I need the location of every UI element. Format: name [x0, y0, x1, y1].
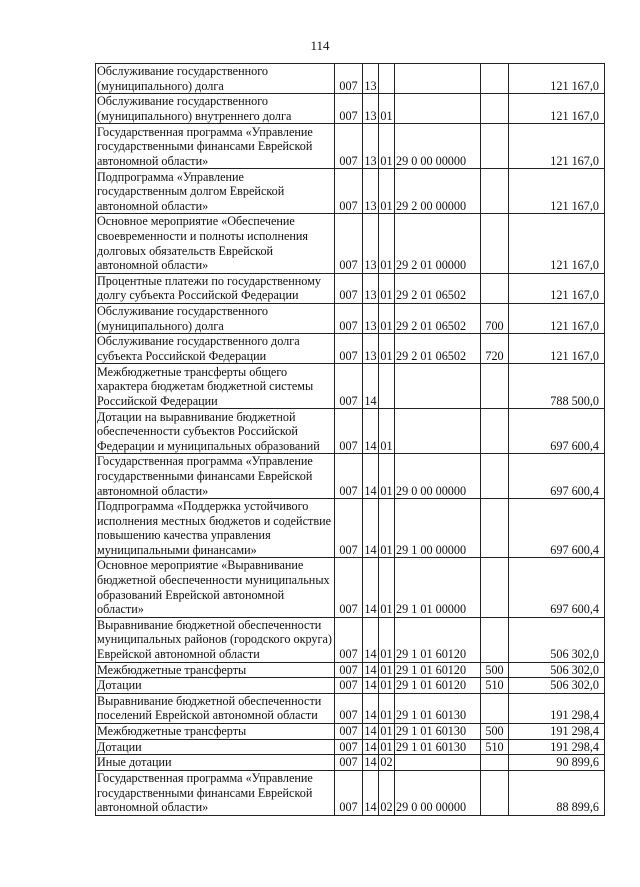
row-gr: 007 — [335, 334, 363, 364]
row-pr: 01 — [379, 454, 395, 499]
row-target: 29 2 01 00000 — [395, 214, 481, 273]
row-name: Государственная программа «Управление государственными финансами Еврейской автономной области» — [96, 124, 335, 169]
row-name: Выравнивание бюджетной обеспеченности поселений Еврейской автономной области — [96, 693, 335, 723]
row-vr — [481, 755, 509, 771]
row-gr: 007 — [335, 499, 363, 558]
row-pr: 01 — [379, 334, 395, 364]
row-sum: 697 600,4 — [509, 454, 605, 499]
table-row — [96, 303, 605, 333]
row-vr — [481, 64, 509, 94]
row-gr: 007 — [335, 303, 363, 333]
row-pr: 01 — [380, 662, 393, 677]
row-rz: 13 — [363, 169, 379, 214]
row-target: 29 2 01 06502 — [395, 273, 481, 303]
row-vr — [481, 94, 509, 124]
row-sum: 191 298,4 — [509, 739, 605, 755]
row-sum: 121 167,0 — [509, 64, 605, 94]
row-name: Межбюджетные трансферты общего характера бюджетам бюджетной системы Российской Федерации — [96, 364, 335, 409]
row-vr — [481, 124, 509, 169]
row-rz: 14 — [363, 409, 379, 454]
row-name: Подпрограмма «Управление государственным долгом Еврейской автономной области» — [96, 169, 335, 214]
table-row — [96, 724, 605, 740]
row-target: 29 1 00 00000 — [395, 499, 481, 558]
row-sum: 697 600,4 — [509, 409, 605, 454]
row-target: 29 0 00 00000 — [395, 454, 481, 499]
row-target: 29 1 01 60120 — [395, 662, 481, 678]
row-name: Обслуживание государственного (муниципального) внутреннего долга — [96, 94, 335, 124]
row-pr: 01 — [379, 169, 395, 214]
row-gr: 007 — [335, 755, 363, 771]
row-name: Выравнивание бюджетной обеспеченности муниципальных районов (городского округа) Еврейской автономной области — [96, 617, 335, 662]
row-rz: 14 — [364, 678, 377, 693]
row-sum: 506 302,0 — [509, 617, 605, 662]
row-name: Обслуживание государственного (муниципального) долга — [96, 64, 335, 94]
row-target: 29 2 01 06502 — [395, 303, 481, 333]
row-gr: 007 — [335, 214, 363, 273]
row-vr — [481, 693, 509, 723]
row-target: 29 0 00 00000 — [395, 124, 481, 169]
row-gr: 007 — [335, 693, 363, 723]
row-gr: 007 — [335, 364, 363, 409]
row-pr: 02 — [379, 770, 395, 815]
row-vr — [481, 169, 509, 214]
row-sum: 697 600,4 — [509, 499, 605, 558]
table-row — [96, 124, 605, 169]
row-target: 29 1 01 60130 — [395, 739, 481, 755]
row-vr — [481, 273, 509, 303]
row-rz: 14 — [364, 755, 377, 770]
row-gr: 007 — [335, 739, 363, 755]
row-name: Основное мероприятие «Выравнивание бюджетной обеспеченности муниципальных образований Еврейской автономной области» — [96, 558, 335, 617]
row-gr: 007 — [335, 409, 363, 454]
row-sum: 788 500,0 — [509, 364, 605, 409]
table-row — [96, 739, 605, 755]
row-pr: 01 — [379, 214, 395, 273]
row-name: Дотации — [96, 678, 335, 694]
row-gr: 007 — [335, 124, 363, 169]
row-vr — [481, 558, 509, 617]
row-target: 29 1 01 60120 — [395, 678, 481, 694]
row-vr — [481, 617, 509, 662]
row-target — [395, 64, 481, 94]
row-pr: 01 — [379, 558, 395, 617]
row-name: Дотации на выравнивание бюджетной обеспеченности субъектов Российской Федерации и муниципальных образований — [96, 409, 335, 454]
row-rz: 14 — [364, 724, 377, 738]
table-row — [96, 662, 605, 678]
table-row — [96, 770, 605, 815]
row-rz: 14 — [363, 770, 379, 815]
page-number: 114 — [310, 38, 330, 53]
table-row — [96, 169, 605, 214]
table-row — [96, 755, 605, 771]
row-name: Подпрограмма «Поддержка устойчивого исполнения местных бюджетов и содействие повышению качества управления муниципальными финансами» — [96, 499, 335, 558]
row-name: Дотации — [96, 739, 335, 755]
row-gr: 007 — [335, 558, 363, 617]
row-name: Обслуживание государственного долга субъекта Российской Федерации — [96, 334, 335, 364]
table-row — [96, 499, 605, 558]
row-rz: 14 — [363, 558, 379, 617]
row-sum: 121 167,0 — [509, 124, 605, 169]
table-row — [96, 94, 605, 124]
row-sum: 506 302,0 — [509, 662, 605, 678]
row-pr: 01 — [380, 678, 393, 693]
row-sum: 121 167,0 — [509, 94, 605, 124]
row-name: Государственная программа «Управление государственными финансами Еврейской автономной области» — [96, 454, 335, 499]
row-name: Обслуживание государственного (муниципального) долга — [96, 303, 335, 333]
row-pr: 01 — [379, 273, 395, 303]
row-vr — [481, 364, 509, 409]
row-name: Межбюджетные трансферты — [96, 662, 335, 678]
table-row — [96, 273, 605, 303]
row-sum: 506 302,0 — [509, 678, 605, 694]
row-rz: 14 — [363, 617, 379, 662]
row-target: 29 1 01 60130 — [395, 693, 481, 723]
row-gr: 007 — [335, 678, 363, 694]
row-pr: 01 — [379, 409, 395, 454]
row-rz: 13 — [363, 214, 379, 273]
row-vr — [481, 409, 509, 454]
row-rz: 13 — [363, 273, 379, 303]
row-pr: 01 — [380, 739, 393, 754]
row-target — [395, 94, 481, 124]
row-vr — [481, 499, 509, 558]
row-target: 29 1 01 60120 — [395, 617, 481, 662]
table-row — [96, 409, 605, 454]
row-sum: 121 167,0 — [509, 334, 605, 364]
row-target: 29 2 00 00000 — [395, 169, 481, 214]
row-gr: 007 — [335, 454, 363, 499]
row-pr — [379, 364, 395, 409]
row-target: 29 1 01 60130 — [395, 724, 481, 740]
row-sum: 121 167,0 — [509, 303, 605, 333]
row-sum: 90 899,6 — [509, 755, 605, 771]
row-sum: 191 298,4 — [509, 693, 605, 723]
row-pr: 01 — [380, 724, 393, 738]
table-row — [96, 454, 605, 499]
row-sum: 121 167,0 — [509, 169, 605, 214]
budget-table — [95, 63, 605, 816]
row-target: 29 1 01 00000 — [395, 558, 481, 617]
row-rz: 13 — [363, 64, 379, 94]
row-rz: 14 — [363, 693, 379, 723]
row-vr: 510 — [481, 678, 509, 694]
table-row — [96, 64, 605, 94]
row-gr: 007 — [335, 169, 363, 214]
row-name: Процентные платежи по государственному долгу субъекта Российской Федерации — [96, 273, 335, 303]
row-pr: 02 — [380, 755, 393, 770]
row-rz: 13 — [363, 124, 379, 169]
row-rz: 14 — [364, 739, 377, 754]
row-target — [395, 755, 481, 771]
row-vr — [481, 770, 509, 815]
row-rz: 13 — [363, 94, 379, 124]
row-rz: 14 — [364, 662, 377, 677]
row-target: 29 0 00 00000 — [395, 770, 481, 815]
row-target — [395, 409, 481, 454]
table-row — [96, 364, 605, 409]
table-row — [96, 214, 605, 273]
row-pr: 01 — [379, 617, 395, 662]
row-rz: 13 — [363, 303, 379, 333]
row-name: Межбюджетные трансферты — [96, 724, 335, 740]
row-gr: 007 — [335, 617, 363, 662]
row-vr: 700 — [481, 303, 509, 333]
row-name: Иные дотации — [96, 755, 335, 771]
table-row — [96, 334, 605, 364]
row-sum: 88 899,6 — [509, 770, 605, 815]
table-row — [96, 693, 605, 723]
row-rz: 14 — [363, 499, 379, 558]
row-vr: 500 — [481, 724, 509, 740]
row-pr: 01 — [379, 94, 395, 124]
row-gr: 007 — [335, 770, 363, 815]
row-target — [395, 364, 481, 409]
table-row — [96, 558, 605, 617]
row-vr — [481, 454, 509, 499]
row-target: 29 2 01 06502 — [395, 334, 481, 364]
row-sum: 121 167,0 — [509, 214, 605, 273]
row-gr: 007 — [335, 724, 363, 740]
row-name: Основное мероприятие «Обеспечение своевременности и полноты исполнения долговых обязательств Еврейской автономной области» — [96, 214, 335, 273]
row-gr: 007 — [335, 662, 363, 678]
row-pr: 01 — [379, 303, 395, 333]
row-name: Государственная программа «Управление государственными финансами Еврейской автономной области» — [96, 770, 335, 815]
row-gr: 007 — [335, 94, 363, 124]
row-gr: 007 — [335, 64, 363, 94]
row-vr — [481, 214, 509, 273]
row-pr: 01 — [379, 693, 395, 723]
row-sum: 697 600,4 — [509, 558, 605, 617]
row-gr: 007 — [335, 273, 363, 303]
row-sum: 191 298,4 — [509, 724, 605, 740]
row-rz: 13 — [363, 334, 379, 364]
row-vr: 510 — [481, 739, 509, 755]
row-rz: 14 — [363, 364, 379, 409]
table-row — [96, 617, 605, 662]
row-rz: 14 — [363, 454, 379, 499]
row-pr — [379, 64, 395, 94]
row-pr: 01 — [379, 124, 395, 169]
row-vr: 500 — [481, 662, 509, 678]
row-pr: 01 — [379, 499, 395, 558]
table-row — [96, 678, 605, 694]
row-vr: 720 — [481, 334, 509, 364]
row-sum: 121 167,0 — [509, 273, 605, 303]
